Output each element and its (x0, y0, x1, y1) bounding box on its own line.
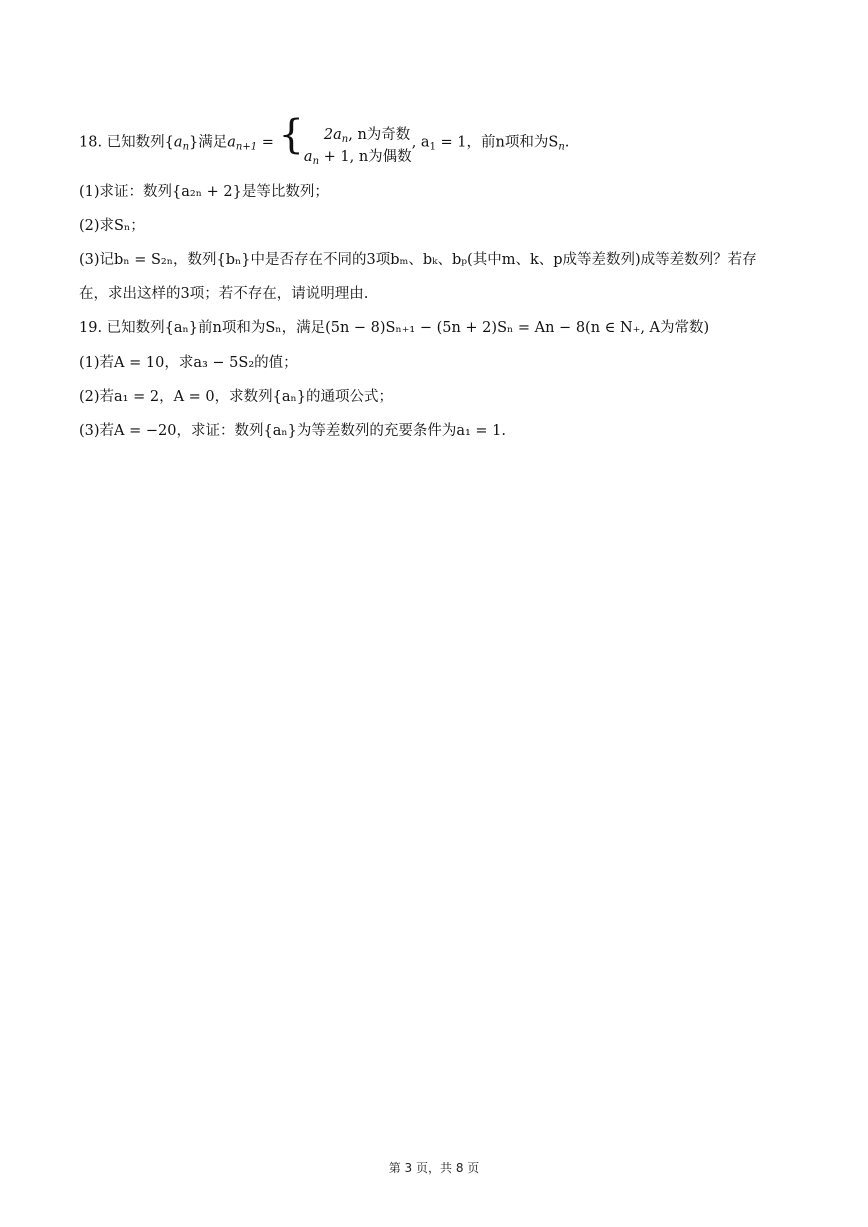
page-footer: 第 3 页，共 8 页 (388, 1161, 480, 1175)
case-odd (304, 124, 412, 146)
piecewise-definition (278, 112, 412, 168)
left-brace: { (278, 112, 304, 158)
q18-a: a (173, 134, 183, 151)
q19-part2: (2)若a₁ = 2，A = 0，求数列{aₙ}的通项公式； (79, 389, 394, 405)
case-even-expr: a (303, 149, 313, 165)
q18-prefix: 18. 已知数列{ (79, 134, 174, 151)
case-even-cond: + 1, n为偶数 (319, 149, 412, 165)
q18-eq: = (257, 134, 279, 151)
case-odd-cond: , n为奇数 (348, 127, 411, 143)
q18-lhs-sub: n+1 (235, 141, 258, 153)
case-odd-expr: 2a (323, 127, 342, 143)
q18-part3-line2: 在，求出这样的3项；若不存在，请说明理由. (79, 286, 369, 302)
piecewise-cases (304, 124, 412, 168)
q18-n: n (182, 141, 190, 153)
q19-stem: 19. 已知数列{aₙ}前n项和为Sₙ，满足(5n − 8)Sₙ₊₁ − (5n + 2)Sₙ = An − 8(n ∈ N₊, A为常数) (79, 320, 710, 336)
q18-part1: (1)求证：数列{a₂ₙ + 2}是等比数列； (79, 184, 329, 200)
q19-part3: (3)若A = −20，求证：数列{aₙ}为等差数列的充要条件为a₁ = 1. (79, 423, 507, 439)
q18-after: , a (411, 134, 430, 151)
q18-mid: }满足 (189, 134, 228, 151)
q18-end: . (564, 134, 570, 151)
case-even (304, 146, 412, 168)
q18-sn-sub: n (558, 141, 565, 153)
q18-after-sub: 1 (429, 141, 436, 153)
q18-part3-line1: (3)记bₙ = S₂ₙ，数列{bₙ}中是否存在不同的3项bₘ、bₖ、bₚ(其中m、k、p成等差数列)成等差数列？若存 (79, 252, 757, 268)
q19-part1: (1)若A = 10，求a₃ − 5S₂的值； (79, 355, 298, 371)
q18-stem (79, 112, 570, 168)
case-even-sub: n (312, 156, 320, 167)
q18-lhs-a: a (227, 134, 236, 151)
case-odd-sub: n (341, 134, 349, 145)
q18-after-tail: = 1，前n项和为S (435, 134, 559, 151)
q18-part2: (2)求Sₙ； (79, 218, 145, 234)
